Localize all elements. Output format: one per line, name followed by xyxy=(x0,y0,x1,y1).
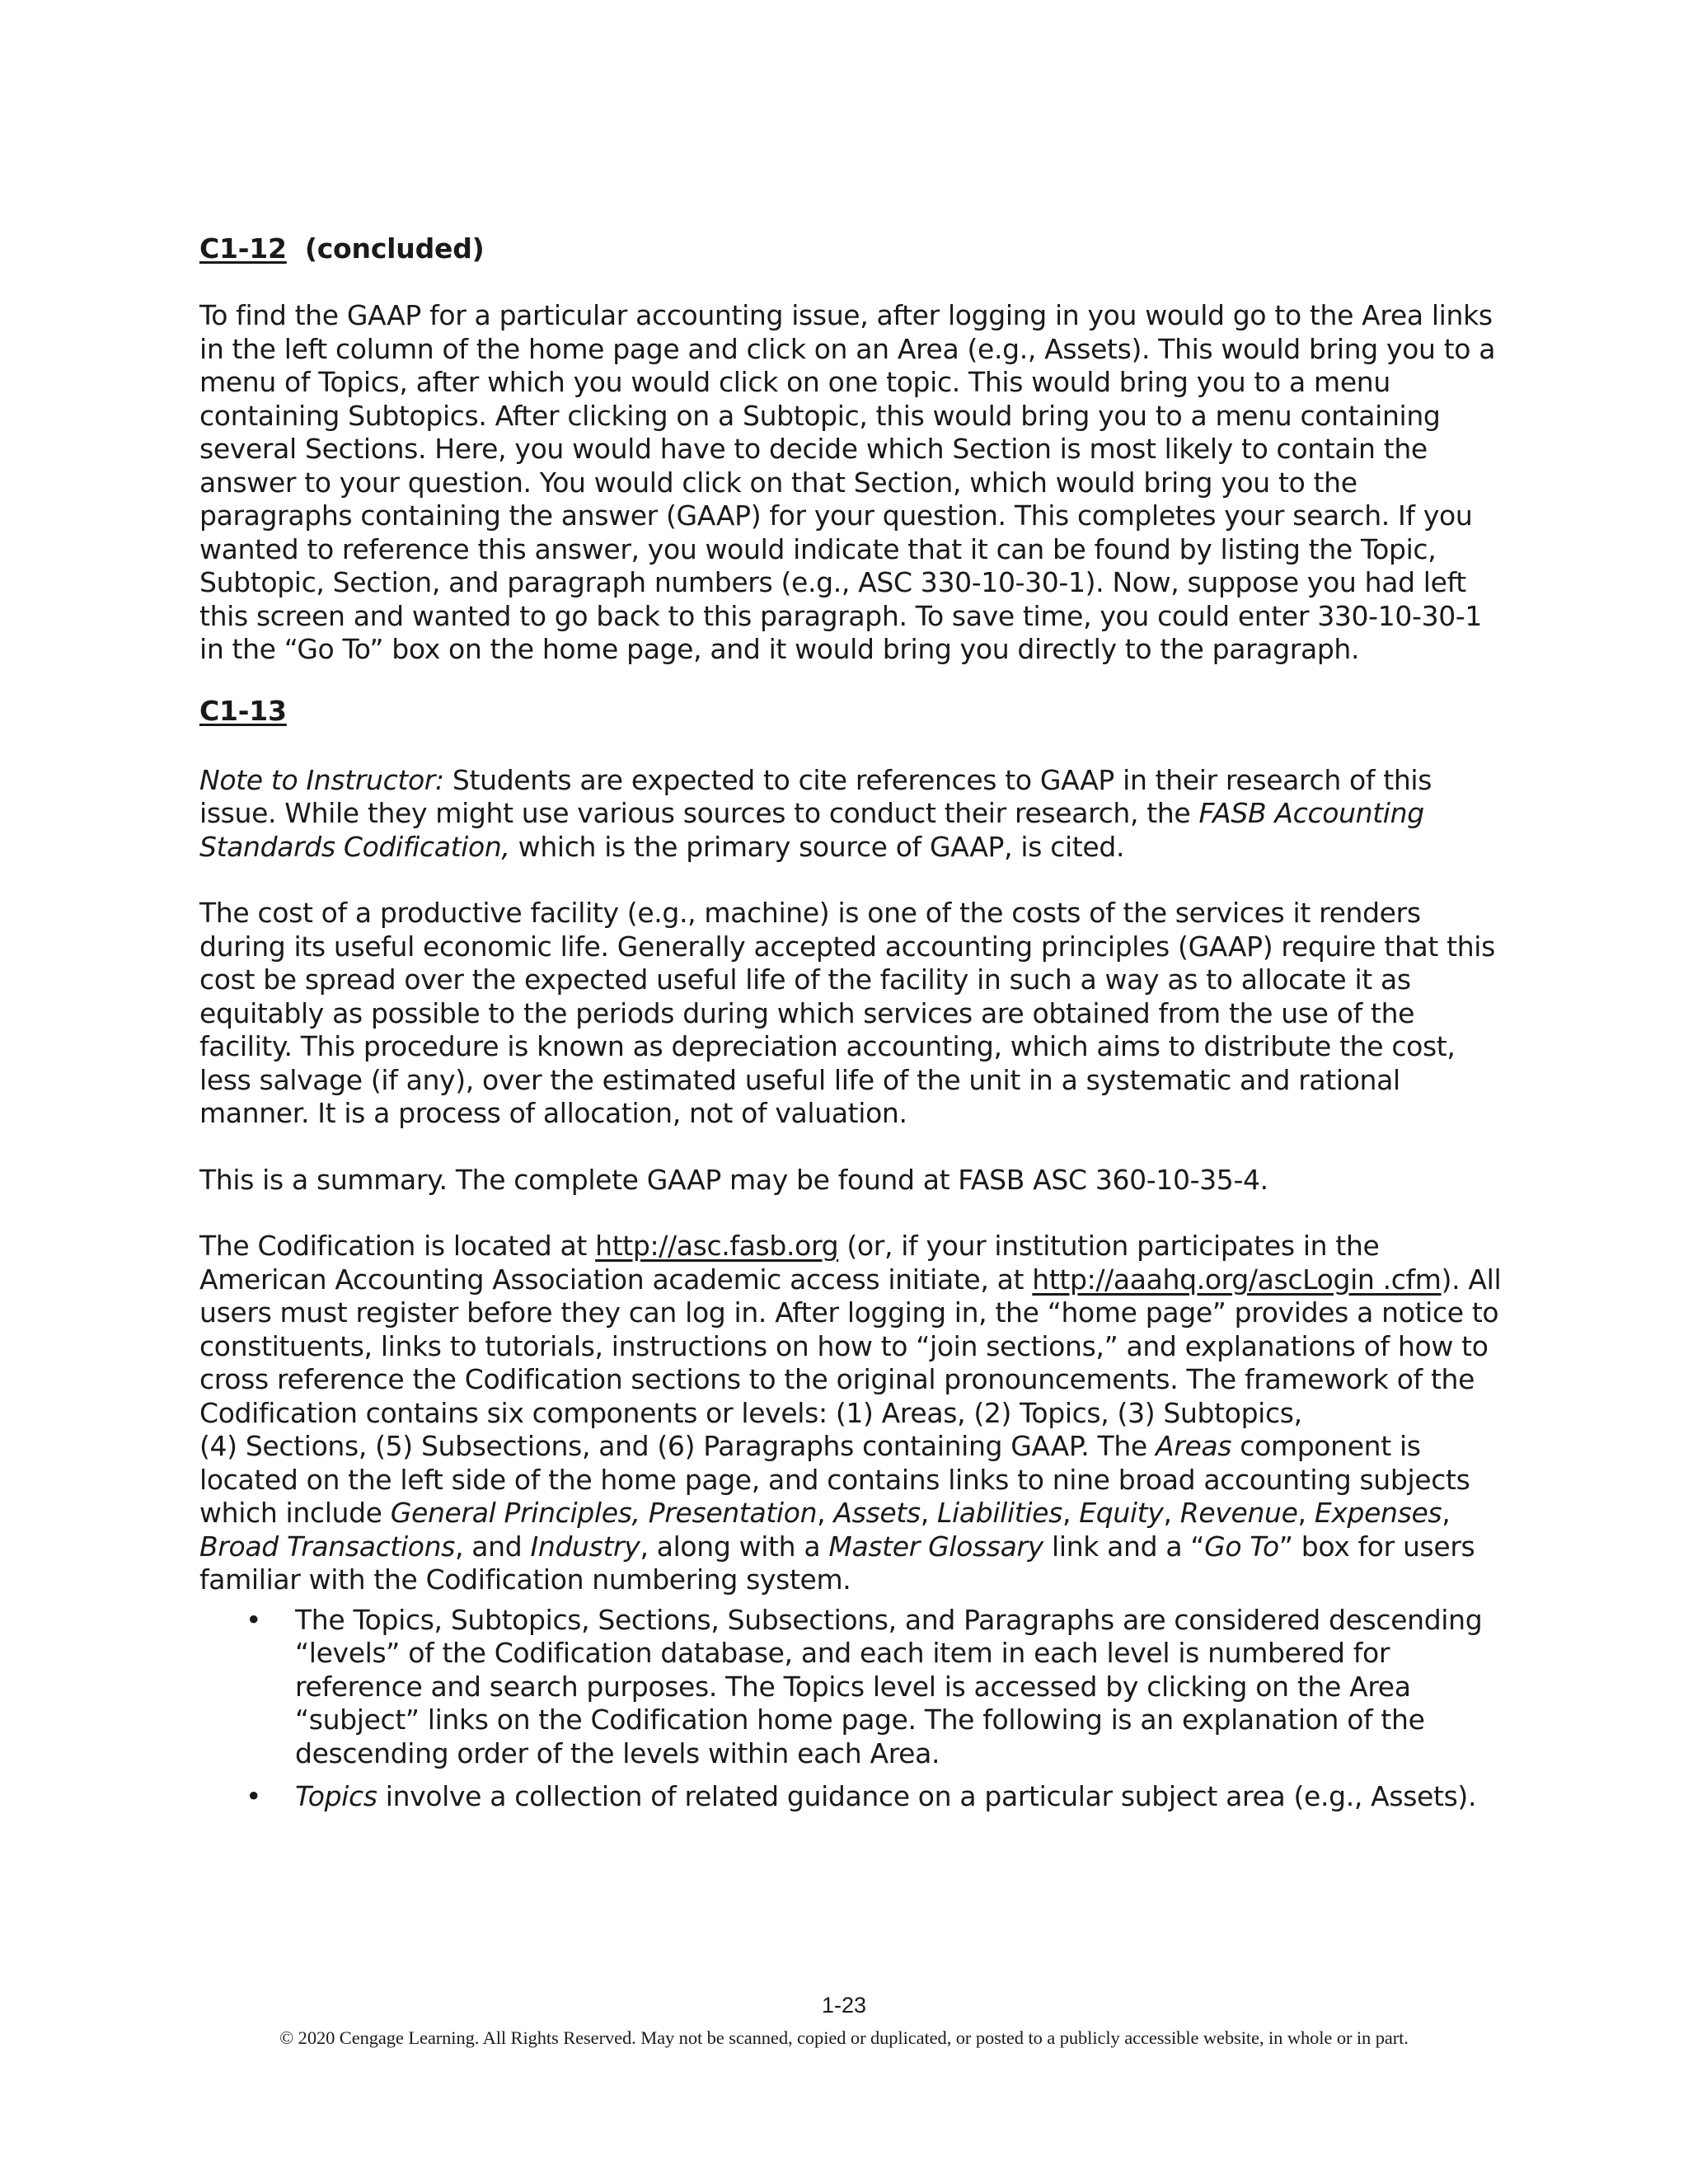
paragraph-summary: This is a summary. The complete GAAP may be found at FASB ASC 360-10-35-4. xyxy=(199,1163,1268,1196)
page-number: 1-23 xyxy=(821,1993,867,2018)
bullet-icon: • xyxy=(246,1603,262,1636)
paragraph-codification: The Codification is located at http://asc.fasb.org (or, if your institution participates in the American Accounting Association academic access initiate, at http://aaahq.org/ascLogin .cfm). All users must register before they can log in. After logging in, the “home page” provides a notice to constituents, links to tutorials, instructions on how to “join sections,” and explanations of how to cross reference the Codification sections to the original pronouncements. The framework of the Codification contains six components or levels: (1) Areas, (2) Topics, (3) Subtopics, (4) Sections, (5) Subsections, and (6) Paragraphs containing GAAP. The Areas component is located on the left side of the home page, and contains links to nine broad accounting subjects which include General Principles, Presentation, Assets, Liabilities, Equity, Revenue, Expenses, Broad Transactions, and Industry, along with a Master Glossary link and a “Go To” box for users familiar with the Codification numbering system. xyxy=(199,1230,1502,1596)
section-heading-c1-13 xyxy=(199,695,1502,728)
codification-title: FASB Accounting Standards Codification, xyxy=(199,797,1424,863)
section-suffix: (concluded) xyxy=(304,232,485,265)
document-page xyxy=(199,232,1502,1824)
list-item: • Topics involve a collection of related guidance on a particular subject area (e.g., Assets). xyxy=(246,1780,1477,1812)
copyright-notice: © 2020 Cengage Learning. All Rights Reserved. May not be scanned, copied or duplicated, or posted to a publicly accessible website, in whole or in part. xyxy=(279,2027,1409,2048)
paragraph-find-gaap: To find the GAAP for a particular accounting issue, after logging in you would go to the Area links in the left column of the home page and click on an Area (e.g., Assets). This would bring you to a menu of Topics, after which you would click on one topic. This would bring you to a menu containing Subtopics. After clicking on a Subtopic, this would bring you to a menu containing several Sections. Here, you would have to decide which Section is most likely to contain the answer to your question. You would click on that Section, which would bring you to the paragraphs containing the answer (GAAP) for your question. This completes your search. If you wanted to reference this answer, you would indicate that it can be found by listing the Topic, Subtopic, Section, and paragraph numbers (e.g., ASC 330-10-30-1). Now, suppose you had left this screen and wanted to go back to this paragraph. To save time, you could enter 330-10-30-1 in the “Go To” box on the home page, and it would bring you directly to the paragraph. xyxy=(199,299,1496,665)
paragraph-cost-of-facility: The cost of a productive facility (e.g., machine) is one of the costs of the services it renders during its useful economic life. Generally accepted accounting principles (GAAP) require that this cost be spread over the expected useful life of the facility in such a way as to allocate it as equitably as possible to the periods during which services are obtained from the use of the facility. This procedure is known as depreciation accounting, which aims to distribute the cost, less salvage (if any), over the estimated useful life of the unit in a systematic and rational manner. It is a process of allocation, not of valuation. xyxy=(199,897,1495,1129)
asc-fasb-link[interactable]: http://asc.fasb.org xyxy=(595,1230,839,1262)
section-code: C1-12 xyxy=(199,232,287,265)
paragraph-instructor-note: Note to Instructor: Students are expected to cite references to GAAP in their research of this issue. While they might use various sources to conduct their research, the FASB Accounting Standards Codification, which is the primary source of GAAP, is cited. xyxy=(199,763,1432,863)
list-item: • The Topics, Subtopics, Sections, Subsections, and Paragraphs are considered descending “levels” of the Codification database, and each item in each level is numbered for reference and search purposes. The Topics level is accessed by clicking on the Area “subject” links on the Codification home page. The following is an explanation of the descending order of the levels within each Area. xyxy=(246,1603,1483,1769)
levels-bullet-list xyxy=(199,1604,1502,1814)
aaahq-asc-login-link[interactable]: http://aaahq.org/ascLogin .cfm xyxy=(1032,1263,1442,1296)
note-label: Note to Instructor: xyxy=(199,763,444,796)
bullet-icon: • xyxy=(246,1780,262,1812)
section-code: C1-13 xyxy=(199,694,287,727)
section-heading-c1-12 xyxy=(199,232,1502,265)
